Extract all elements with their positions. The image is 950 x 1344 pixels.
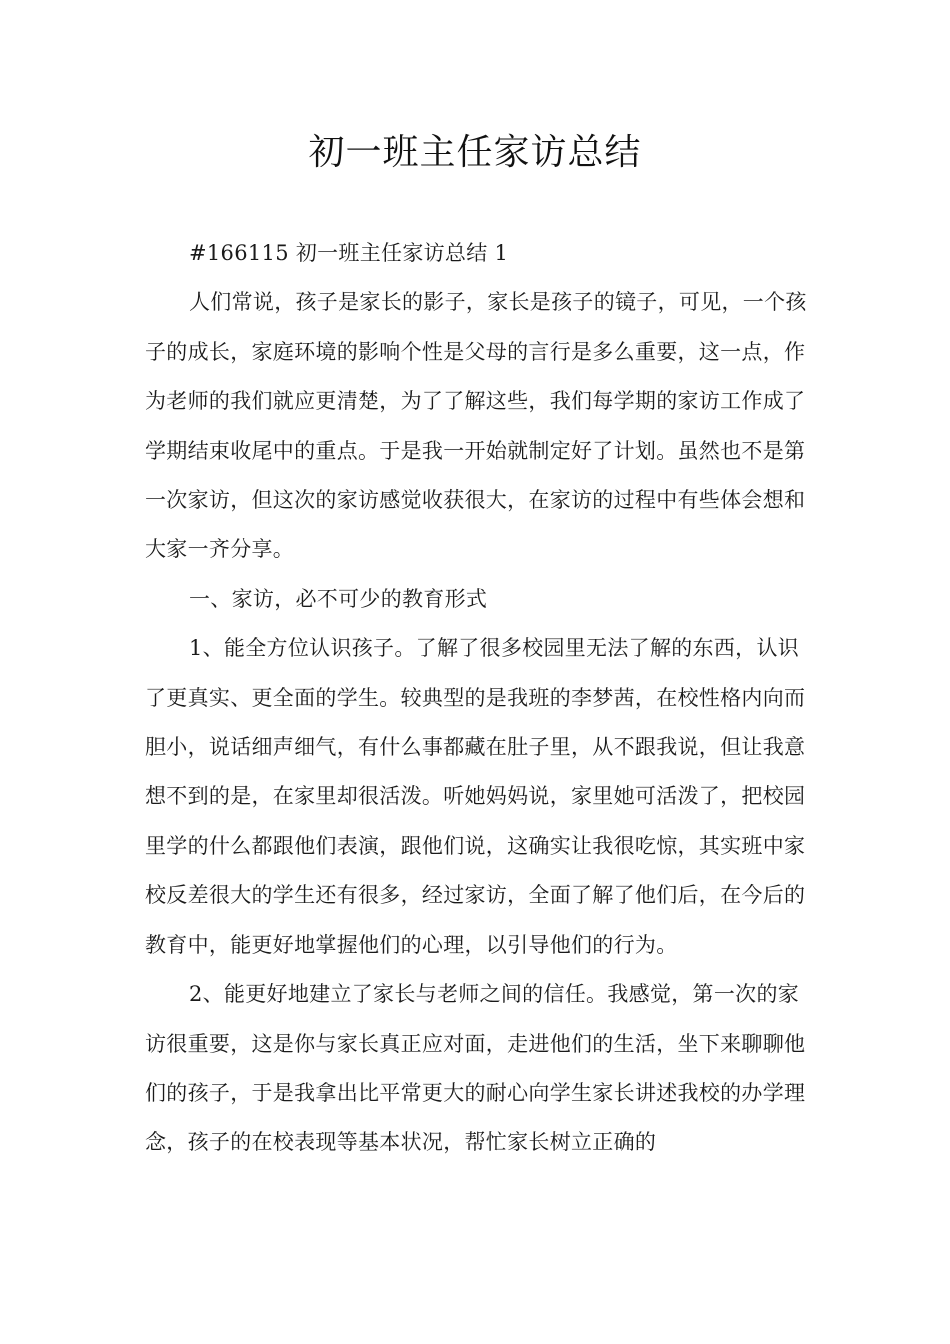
section-heading-1: 一、家访，必不可少的教育形式	[189, 586, 488, 611]
document-body	[145, 229, 810, 1168]
paragraph-point-2: 2、能更好地建立了家长与老师之间的信任。我感觉，第一次的家访很重要，这是你与家长真正应对面，走进他们的生活，坐下来聊聊他们的孩子，于是我拿出比平常更大的耐心向学生家长讲述我校的办学理念，孩子的在校表现等基本状况，帮忙家长树立正确的	[145, 982, 806, 1155]
paragraph-intro: 人们常说，孩子是家长的影子，家长是孩子的镜子，可见，一个孩子的成长，家庭环境的影响个性是父母的言行是多么重要，这一点，作为老师的我们就应更清楚，为了了解这些，我们每学期的家访工作成了学期结束收尾中的重点。于是我一开始就制定好了计划。虽然也不是第一次家访，但这次的家访感觉收获很大，在家访的过程中有些体会想和大家一齐分享。	[145, 290, 807, 562]
paragraph-point-1: 1、能全方位认识孩子。了解了很多校园里无法了解的东西，认识了更真实、更全面的学生。较典型的是我班的李梦茜，在校性格内向而胆小，说话细声细气，有什么事都藏在肚子里，从不跟我说，但让我意想不到的是，在家里却很活泼。听她妈妈说，家里她可活泼了，把校园里学的什么都跟他们表演，跟他们说，这确实让我很吃惊，其实班中家校反差很大的学生还有很多，经过家访，全面了解了他们后，在今后的教育中，能更好地掌握他们的心理，以引导他们的行为。	[145, 636, 806, 957]
document-title: 初一班主任家访总结	[308, 132, 642, 173]
document-id-line: #166115 初一班主任家访总结 1	[189, 241, 509, 265]
